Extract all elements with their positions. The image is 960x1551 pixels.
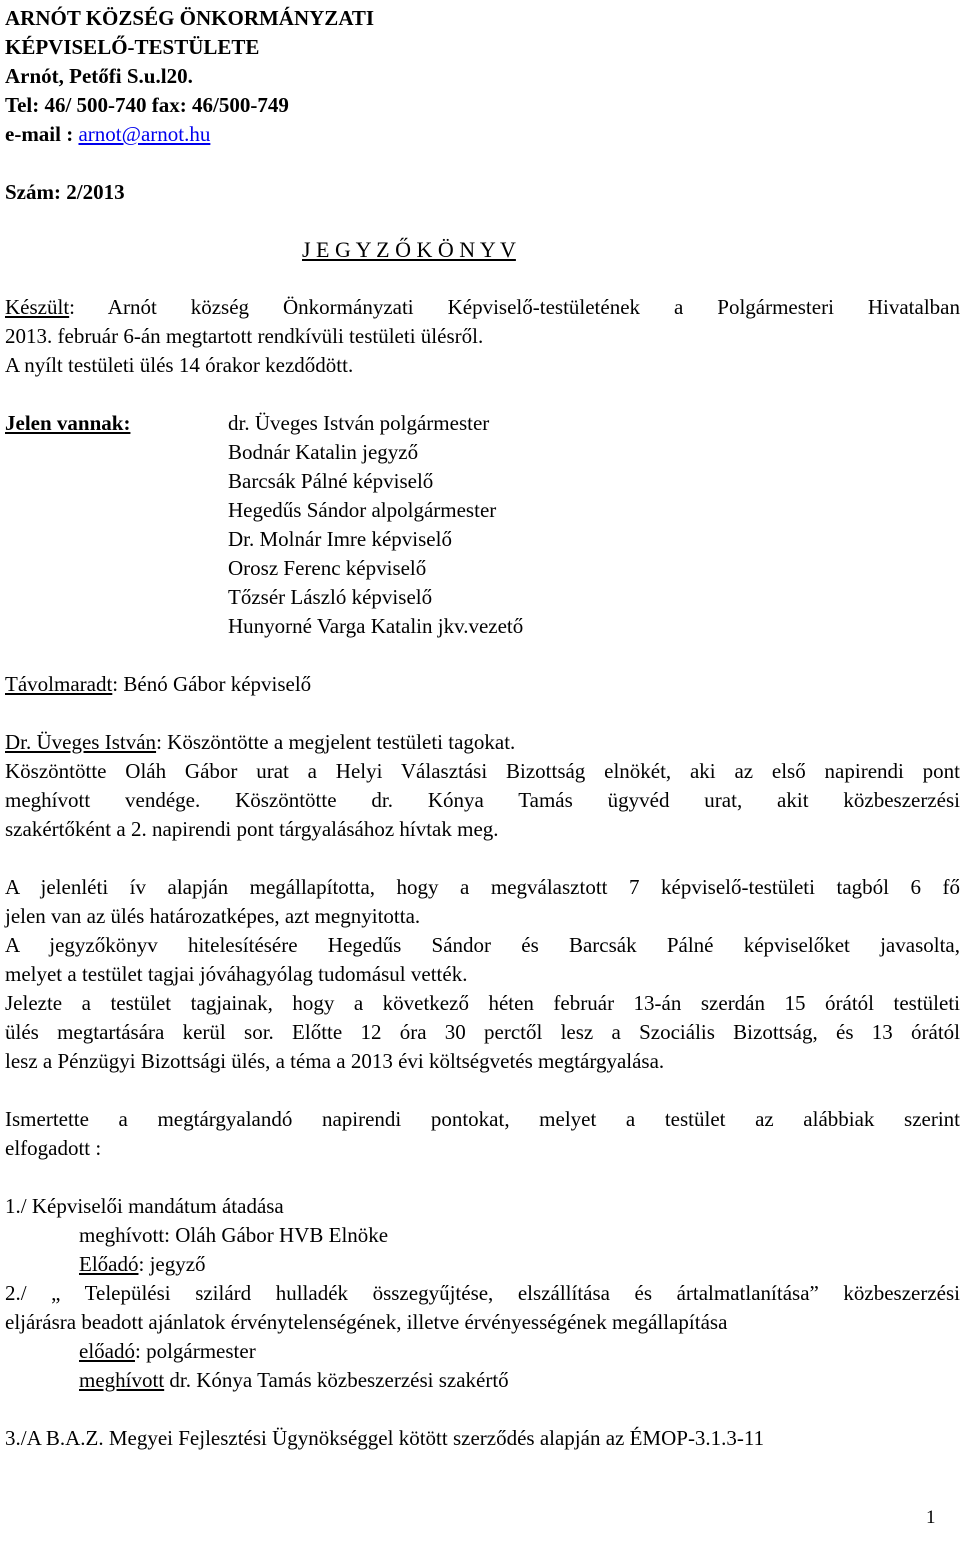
p2-line7: lesz a Pénzügyi Bizottsági ülés, a téma a 2013 évi költségvetés megtárgyalása. xyxy=(5,1049,665,1073)
presenter-value: : jegyző xyxy=(138,1252,206,1276)
p1-line4: szakértőként a 2. napirendi pont tárgyalásához hívtak meg. xyxy=(5,817,499,841)
p2-line6: ülés megtartására kerül sor. Előtte 12 óra 30 perctől lesz a Szociális Bizottság, és 13 órától xyxy=(5,1020,960,1044)
absent-text: : Bénó Gábor képviselő xyxy=(112,672,312,696)
absent-line xyxy=(5,670,311,699)
presenter-value: : polgármester xyxy=(134,1339,256,1363)
presenter-label: Előadó xyxy=(79,1252,139,1276)
p3-line2: elfogadott : xyxy=(5,1136,102,1160)
absent-label: Távolmaradt xyxy=(5,672,113,696)
org-phone-fax: Tel: 46/ 500-740 fax: 46/500-749 xyxy=(5,93,289,117)
agenda-item2-presenter xyxy=(79,1337,256,1366)
p2-line4: melyet a testület tagjai jóváhagyólag tudomásul vették. xyxy=(5,962,468,986)
keszult-text: : Arnót község Önkormányzati Képviselő-testületének a Polgármesteri Hivatalban xyxy=(69,295,960,319)
p1-line2: Köszöntötte Oláh Gábor urat a Helyi Választási Bizottság elnökét, aki az első napirendi pont xyxy=(5,759,960,783)
p3-line1: Ismertette a megtárgyalandó napirendi pontokat, melyet a testület az alábbiak szerint xyxy=(5,1107,960,1131)
org-name-line1: ARNÓT KÖZSÉG ÖNKORMÁNYZATI xyxy=(5,6,375,30)
attendee-8: Hunyorné Varga Katalin jkv.vezető xyxy=(228,614,524,638)
p2-line5: Jelezte a testület tagjainak, hogy a következő héten február 13-án szerdán 15 órától testületi xyxy=(5,991,960,1015)
agenda-item2-guest xyxy=(79,1366,509,1395)
org-address: Arnót, Petőfi S.u.l20. xyxy=(5,64,193,88)
email-link[interactable]: arnot@arnot.hu xyxy=(78,122,211,146)
org-name-line2: KÉPVISELŐ-TESTÜLETE xyxy=(5,35,260,59)
agenda-item2-line1: 2./ „ Települési szilárd hulladék összegyűjtése, elszállítása és ártalmatlanítása” közbeszerzési xyxy=(5,1281,960,1305)
attendee-7: Tőzsér László képviselő xyxy=(228,585,433,609)
agenda-item1-title: 1./ Képviselői mandátum átadása xyxy=(5,1194,284,1218)
org-email-line xyxy=(5,120,210,149)
attendee-5: Dr. Molnár Imre képviselő xyxy=(228,527,452,551)
document-page xyxy=(5,0,960,1551)
agenda-item1-guest: meghívott: Oláh Gábor HVB Elnöke xyxy=(79,1223,389,1247)
speaker-name: Dr. Üveges István xyxy=(5,730,157,754)
keszult-line1 xyxy=(5,293,960,322)
document-title: J E G Y Z Ő K Ö N Y V xyxy=(302,237,516,262)
keszult-line3: A nyílt testületi ülés 14 órakor kezdődött. xyxy=(5,353,354,377)
attendee-6: Orosz Ferenc képviselő xyxy=(228,556,427,580)
guest-value: dr. Kónya Tamás közbeszerzési szakértő xyxy=(164,1368,509,1392)
document-number: Szám: 2/2013 xyxy=(5,180,125,204)
attendee-4: Hegedűs Sándor alpolgármester xyxy=(228,498,497,522)
p1-line3: meghívott vendége. Köszöntötte dr. Kónya Tamás ügyvéd urat, akit közbeszerzési xyxy=(5,788,960,812)
attendee-2: Bodnár Katalin jegyző xyxy=(228,440,419,464)
page-number: 1 xyxy=(926,1507,936,1528)
agenda-item1-presenter xyxy=(79,1250,206,1279)
agenda-item3-line1: 3./A B.A.Z. Megyei Fejlesztési Ügynökséggel kötött szerződés alapján az ÉMOP-3.1.3-11 xyxy=(5,1426,765,1450)
presenter-label: előadó xyxy=(79,1339,135,1363)
p2-line1: A jelenléti ív alapján megállapította, hogy a megválasztott 7 képviselő-testületi tagból 6 fő xyxy=(5,875,960,899)
p2-line2: jelen van az ülés határozatképes, azt megnyitotta. xyxy=(5,904,421,928)
email-label: e-mail : xyxy=(5,122,79,146)
p1-line1 xyxy=(5,728,515,757)
p1-line1-rest: : Köszöntötte a megjelent testületi tagokat. xyxy=(156,730,516,754)
attendee-1: dr. Üveges István polgármester xyxy=(228,411,490,435)
guest-label: meghívott xyxy=(79,1368,165,1392)
agenda-item2-line2: eljárásra beadott ajánlatok érvénytelenségének, illetve érvényességének megállapítása xyxy=(5,1310,728,1334)
keszult-line2: 2013. február 6-án megtartott rendkívüli testületi ülésről. xyxy=(5,324,484,348)
keszult-label: Készült xyxy=(5,295,70,319)
p2-line3: A jegyzőkönyv hitelesítésére Hegedűs Sándor és Barcsák Pálné képviselőket javasolta, xyxy=(5,933,960,957)
attendee-3: Barcsák Pálné képviselő xyxy=(228,469,434,493)
attendance-label: Jelen vannak: xyxy=(5,411,131,435)
